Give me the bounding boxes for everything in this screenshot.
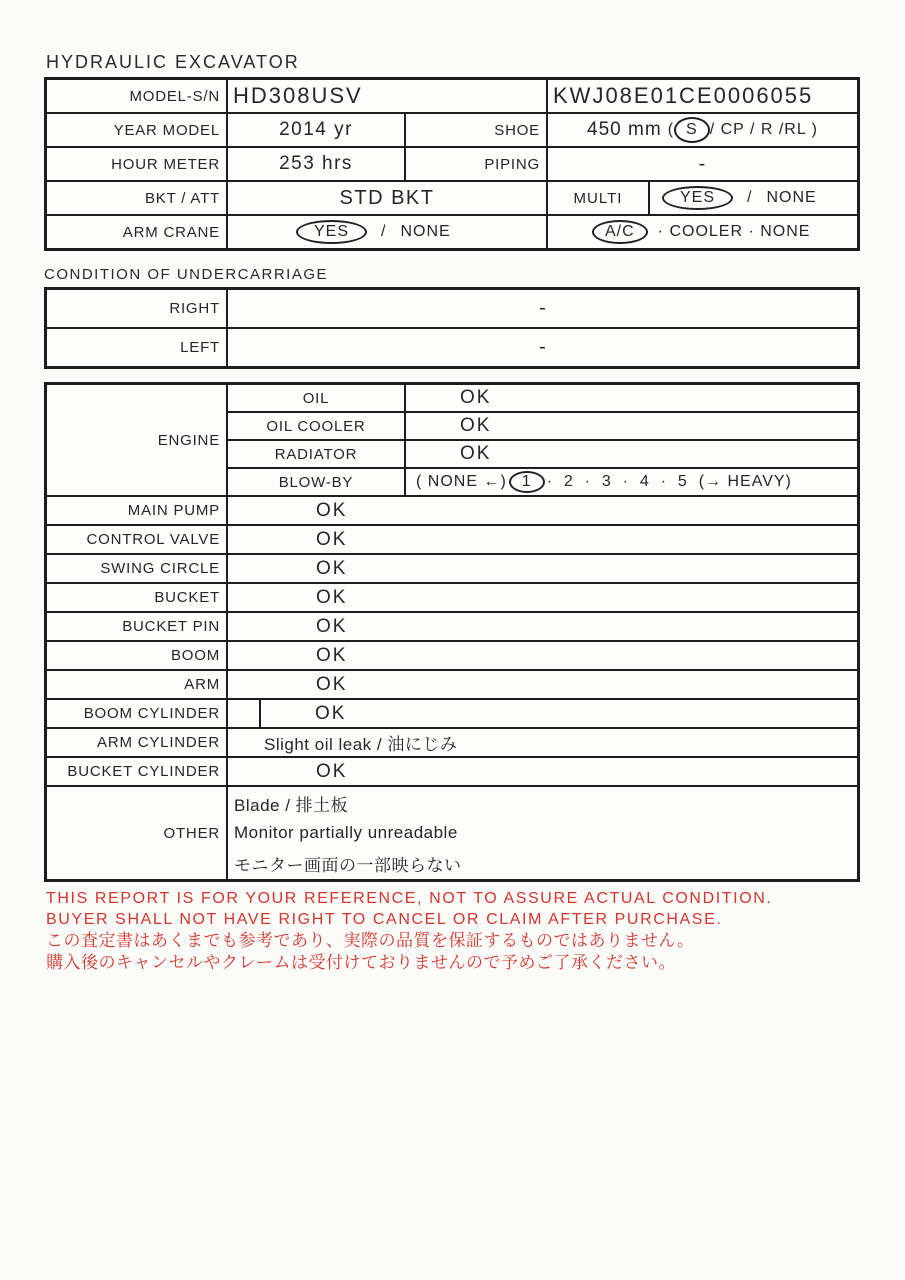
- other-note-monitor-jp: モニター画面の一部映らない: [234, 855, 462, 875]
- engine-label: ENGINE: [47, 385, 228, 495]
- arm-cylinder-label: ARM CYLINDER: [47, 729, 228, 756]
- row-bucket-pin: [47, 613, 857, 642]
- multi-selected: YES: [680, 189, 716, 206]
- blowby-circle-mark: [509, 471, 545, 493]
- row-arm: [47, 671, 857, 700]
- oil-value: OK: [460, 387, 492, 408]
- row-control-valve: [47, 526, 857, 555]
- disclaimer-block: [46, 888, 772, 974]
- year-model-label: YEAR MODEL: [47, 114, 228, 146]
- multi-slash: /: [747, 189, 753, 206]
- radiator-value: OK: [460, 443, 492, 464]
- main-pump-value: OK: [316, 499, 348, 521]
- bucket-cylinder-value: OK: [316, 760, 348, 782]
- swing-circle-value: OK: [316, 557, 348, 579]
- disclaimer-line-jp-1: この査定書はあくまでも参考であり、実際の品質を保証するものではありません。: [46, 931, 695, 950]
- bkt-att-value: STD BKT: [228, 182, 548, 214]
- hour-meter-value: 253 hrs: [228, 148, 406, 180]
- row-swing-circle: [47, 555, 857, 584]
- arm-crane-selected: YES: [314, 223, 350, 240]
- blowby-selected: 1: [521, 473, 532, 490]
- engine-row-radiator: [228, 441, 857, 469]
- arm-crane-label: ARM CRANE: [47, 216, 228, 248]
- spec-row-bkt-multi: [47, 182, 857, 216]
- multi-label: MULTI: [548, 182, 650, 214]
- row-bucket: [47, 584, 857, 613]
- multi-value: [650, 182, 857, 214]
- ac-circle-mark: [592, 220, 648, 244]
- ac-selected: A/C: [605, 223, 635, 240]
- ac-options: · COOLER · NONE: [657, 223, 811, 240]
- arm-cylinder-value: Slight oil leak / 油にじみ: [264, 735, 458, 754]
- spec-row-armcrane-ac: [47, 216, 857, 248]
- spec-table: [44, 77, 860, 251]
- oil-cooler-value: OK: [460, 415, 492, 436]
- disclaimer-line-en-1: THIS REPORT IS FOR YOUR REFERENCE, NOT TO ASSURE ACTUAL CONDITION.: [46, 890, 773, 907]
- row-boom-cylinder: [47, 700, 857, 729]
- boom-cylinder-spacer-cell: [228, 700, 261, 727]
- other-note-monitor-en: Monitor partially unreadable: [234, 823, 458, 842]
- arm-value: OK: [316, 673, 348, 695]
- spec-row-model: [47, 80, 857, 114]
- other-label: OTHER: [47, 787, 228, 879]
- spec-row-hour-piping: [47, 148, 857, 182]
- radiator-label: RADIATOR: [228, 441, 406, 467]
- bucket-value: OK: [316, 586, 348, 608]
- serial-number-value: KWJ08E01CE0006055: [553, 83, 814, 108]
- bucket-pin-label: BUCKET PIN: [47, 613, 228, 640]
- piping-value: -: [698, 152, 707, 175]
- engine-block: [47, 385, 857, 497]
- boom-cylinder-label: BOOM CYLINDER: [47, 700, 228, 727]
- other-note-blade: Blade / 排土板: [234, 795, 349, 815]
- hour-meter-label: HOUR METER: [47, 148, 228, 180]
- row-arm-cylinder: [47, 729, 857, 758]
- piping-label: PIPING: [406, 148, 548, 180]
- undercarriage-row-right: [47, 290, 857, 329]
- row-bucket-cylinder: [47, 758, 857, 787]
- shoe-paren-open: (: [667, 121, 675, 138]
- row-other: [47, 787, 857, 879]
- bucket-pin-value: OK: [316, 615, 348, 637]
- engine-subrows: [228, 385, 857, 495]
- arm-label: ARM: [47, 671, 228, 698]
- oil-label: OIL: [228, 385, 406, 411]
- control-valve-label: CONTROL VALVE: [47, 526, 228, 553]
- shoe-value: [548, 114, 857, 146]
- left-label: LEFT: [47, 329, 228, 366]
- engine-row-blowby: [228, 469, 857, 495]
- left-value: -: [539, 336, 546, 358]
- blowby-label: BLOW-BY: [228, 469, 406, 495]
- blowby-scale-suffix: · 2 · 3 · 4 · 5 (→ HEAVY): [546, 473, 792, 490]
- inspection-table: [44, 382, 860, 882]
- right-value: -: [539, 297, 546, 319]
- engine-row-oil: [228, 385, 857, 413]
- swing-circle-label: SWING CIRCLE: [47, 555, 228, 582]
- right-label: RIGHT: [47, 290, 228, 327]
- boom-value: OK: [316, 644, 348, 666]
- arm-crane-slash: /: [381, 223, 387, 240]
- arm-crane-yes-circle-mark: [296, 220, 367, 244]
- shoe-type-selected: S: [686, 121, 698, 138]
- shoe-type-options: / CP / R /RL ): [709, 121, 818, 138]
- row-boom: [47, 642, 857, 671]
- multi-yes-circle-mark: [662, 186, 733, 210]
- bucket-label: BUCKET: [47, 584, 228, 611]
- blowby-scale-prefix: ( NONE ←): [416, 473, 507, 490]
- shoe-size-value: 450 mm: [587, 119, 662, 140]
- boom-cylinder-value: OK: [315, 702, 347, 724]
- undercarriage-row-left: [47, 329, 857, 366]
- main-pump-label: MAIN PUMP: [47, 497, 228, 524]
- arm-crane-none-option: NONE: [400, 223, 451, 240]
- boom-label: BOOM: [47, 642, 228, 669]
- year-model-value: 2014 yr: [228, 114, 406, 146]
- bucket-cylinder-label: BUCKET CYLINDER: [47, 758, 228, 785]
- bkt-att-label: BKT / ATT: [47, 182, 228, 214]
- control-valve-value: OK: [316, 528, 348, 550]
- shoe-type-circle-mark: [674, 117, 710, 143]
- other-notes: [228, 787, 857, 879]
- multi-none-option: NONE: [766, 189, 817, 206]
- spec-row-year-shoe: [47, 114, 857, 148]
- shoe-label: SHOE: [406, 114, 548, 146]
- model-value: HD308USV: [228, 80, 548, 112]
- blowby-scale: [406, 469, 857, 495]
- ac-value: [548, 216, 857, 248]
- undercarriage-table: [44, 287, 860, 369]
- disclaimer-line-jp-2: 購入後のキャンセルやクレームは受付けておりませんので予めご了承ください。: [46, 953, 676, 972]
- page-title: HYDRAULIC EXCAVATOR: [46, 52, 300, 72]
- oil-cooler-label: OIL COOLER: [228, 413, 406, 439]
- model-sn-label: MODEL-S/N: [47, 80, 228, 112]
- engine-row-oil-cooler: [228, 413, 857, 441]
- disclaimer-line-en-2: BUYER SHALL NOT HAVE RIGHT TO CANCEL OR CLAIM AFTER PURCHASE.: [46, 911, 723, 928]
- row-main-pump: [47, 497, 857, 526]
- arm-crane-value: [228, 216, 548, 248]
- undercarriage-section-title: CONDITION OF UNDERCARRIAGE: [44, 266, 329, 283]
